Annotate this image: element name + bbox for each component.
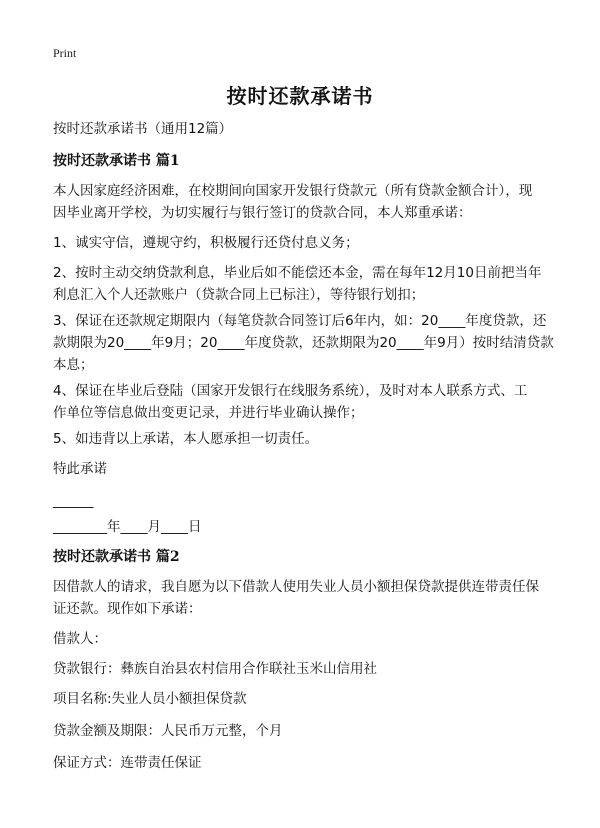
paragraph-line: 4、保证在毕业后登陆（国家开发银行在线服务系统），及时对本人联系方式、工 (53, 383, 528, 399)
signature-blank: ______ (53, 493, 94, 509)
paragraph-line: 保证方式：连带责任保证 (53, 755, 202, 771)
date-blank: ________年____月____日 (53, 519, 202, 535)
paragraph-line: 3、保证在还款规定期限内（每笔贷款合同签订后6年内，如：20____年度贷款，还 (53, 313, 547, 329)
paragraph-line: 贷款银行：彝族自治县农村信用合作联社玉米山信用社 (53, 661, 377, 677)
paragraph-line: 2、按时主动交纳贷款利息，毕业后如不能偿还本金，需在每年12月10日前把当年 (53, 265, 542, 281)
paragraph-line: 款期限为20____年9月；20____年度贷款，还款期限为20____年9月）按时结清贷款 (53, 335, 554, 351)
document-subtitle: 按时还款承诺书（通用12篇） (53, 121, 233, 137)
paragraph-line: 5、如违背以上承诺，本人愿承担一切责任。 (53, 431, 319, 447)
paragraph-line: 因借款人的请求，我自愿为以下借款人使用失业人员小额担保贷款提供连带责任保 (53, 579, 539, 595)
paragraph-line: 1、诚实守信，遵规守约，积极履行还贷付息义务； (53, 235, 359, 251)
paragraph-line: 本人因家庭经济困难，在校期间向国家开发银行贷款元（所有贷款金额合计），现 (53, 183, 533, 199)
paragraph-line: 利息汇入个人还款账户（贷款合同上已标注），等待银行划扣； (53, 287, 425, 303)
paragraph-line: 本息； (53, 357, 94, 373)
section-heading-1: 按时还款承诺书 篇1 (53, 153, 180, 169)
paragraph-line: 因毕业离开学校，为切实履行与银行签订的贷款合同，本人郑重承诺： (53, 205, 472, 221)
paragraph-line: 借款人： (53, 631, 107, 647)
document-title: 按时还款承诺书 (226, 84, 374, 108)
paragraph-line: 贷款金额及期限：人民币万元整，个月 (53, 723, 283, 739)
paragraph-line: 项目名称:失业人员小额担保贷款 (53, 691, 247, 707)
print-label: Print (53, 46, 77, 60)
closing-line: 特此承诺 (53, 461, 107, 477)
paragraph-line: 作单位等信息做出变更记录，并进行毕业确认操作； (53, 405, 364, 421)
paragraph-line: 证还款。现作如下承诺： (53, 601, 202, 617)
section-heading-2: 按时还款承诺书 篇2 (53, 549, 180, 565)
